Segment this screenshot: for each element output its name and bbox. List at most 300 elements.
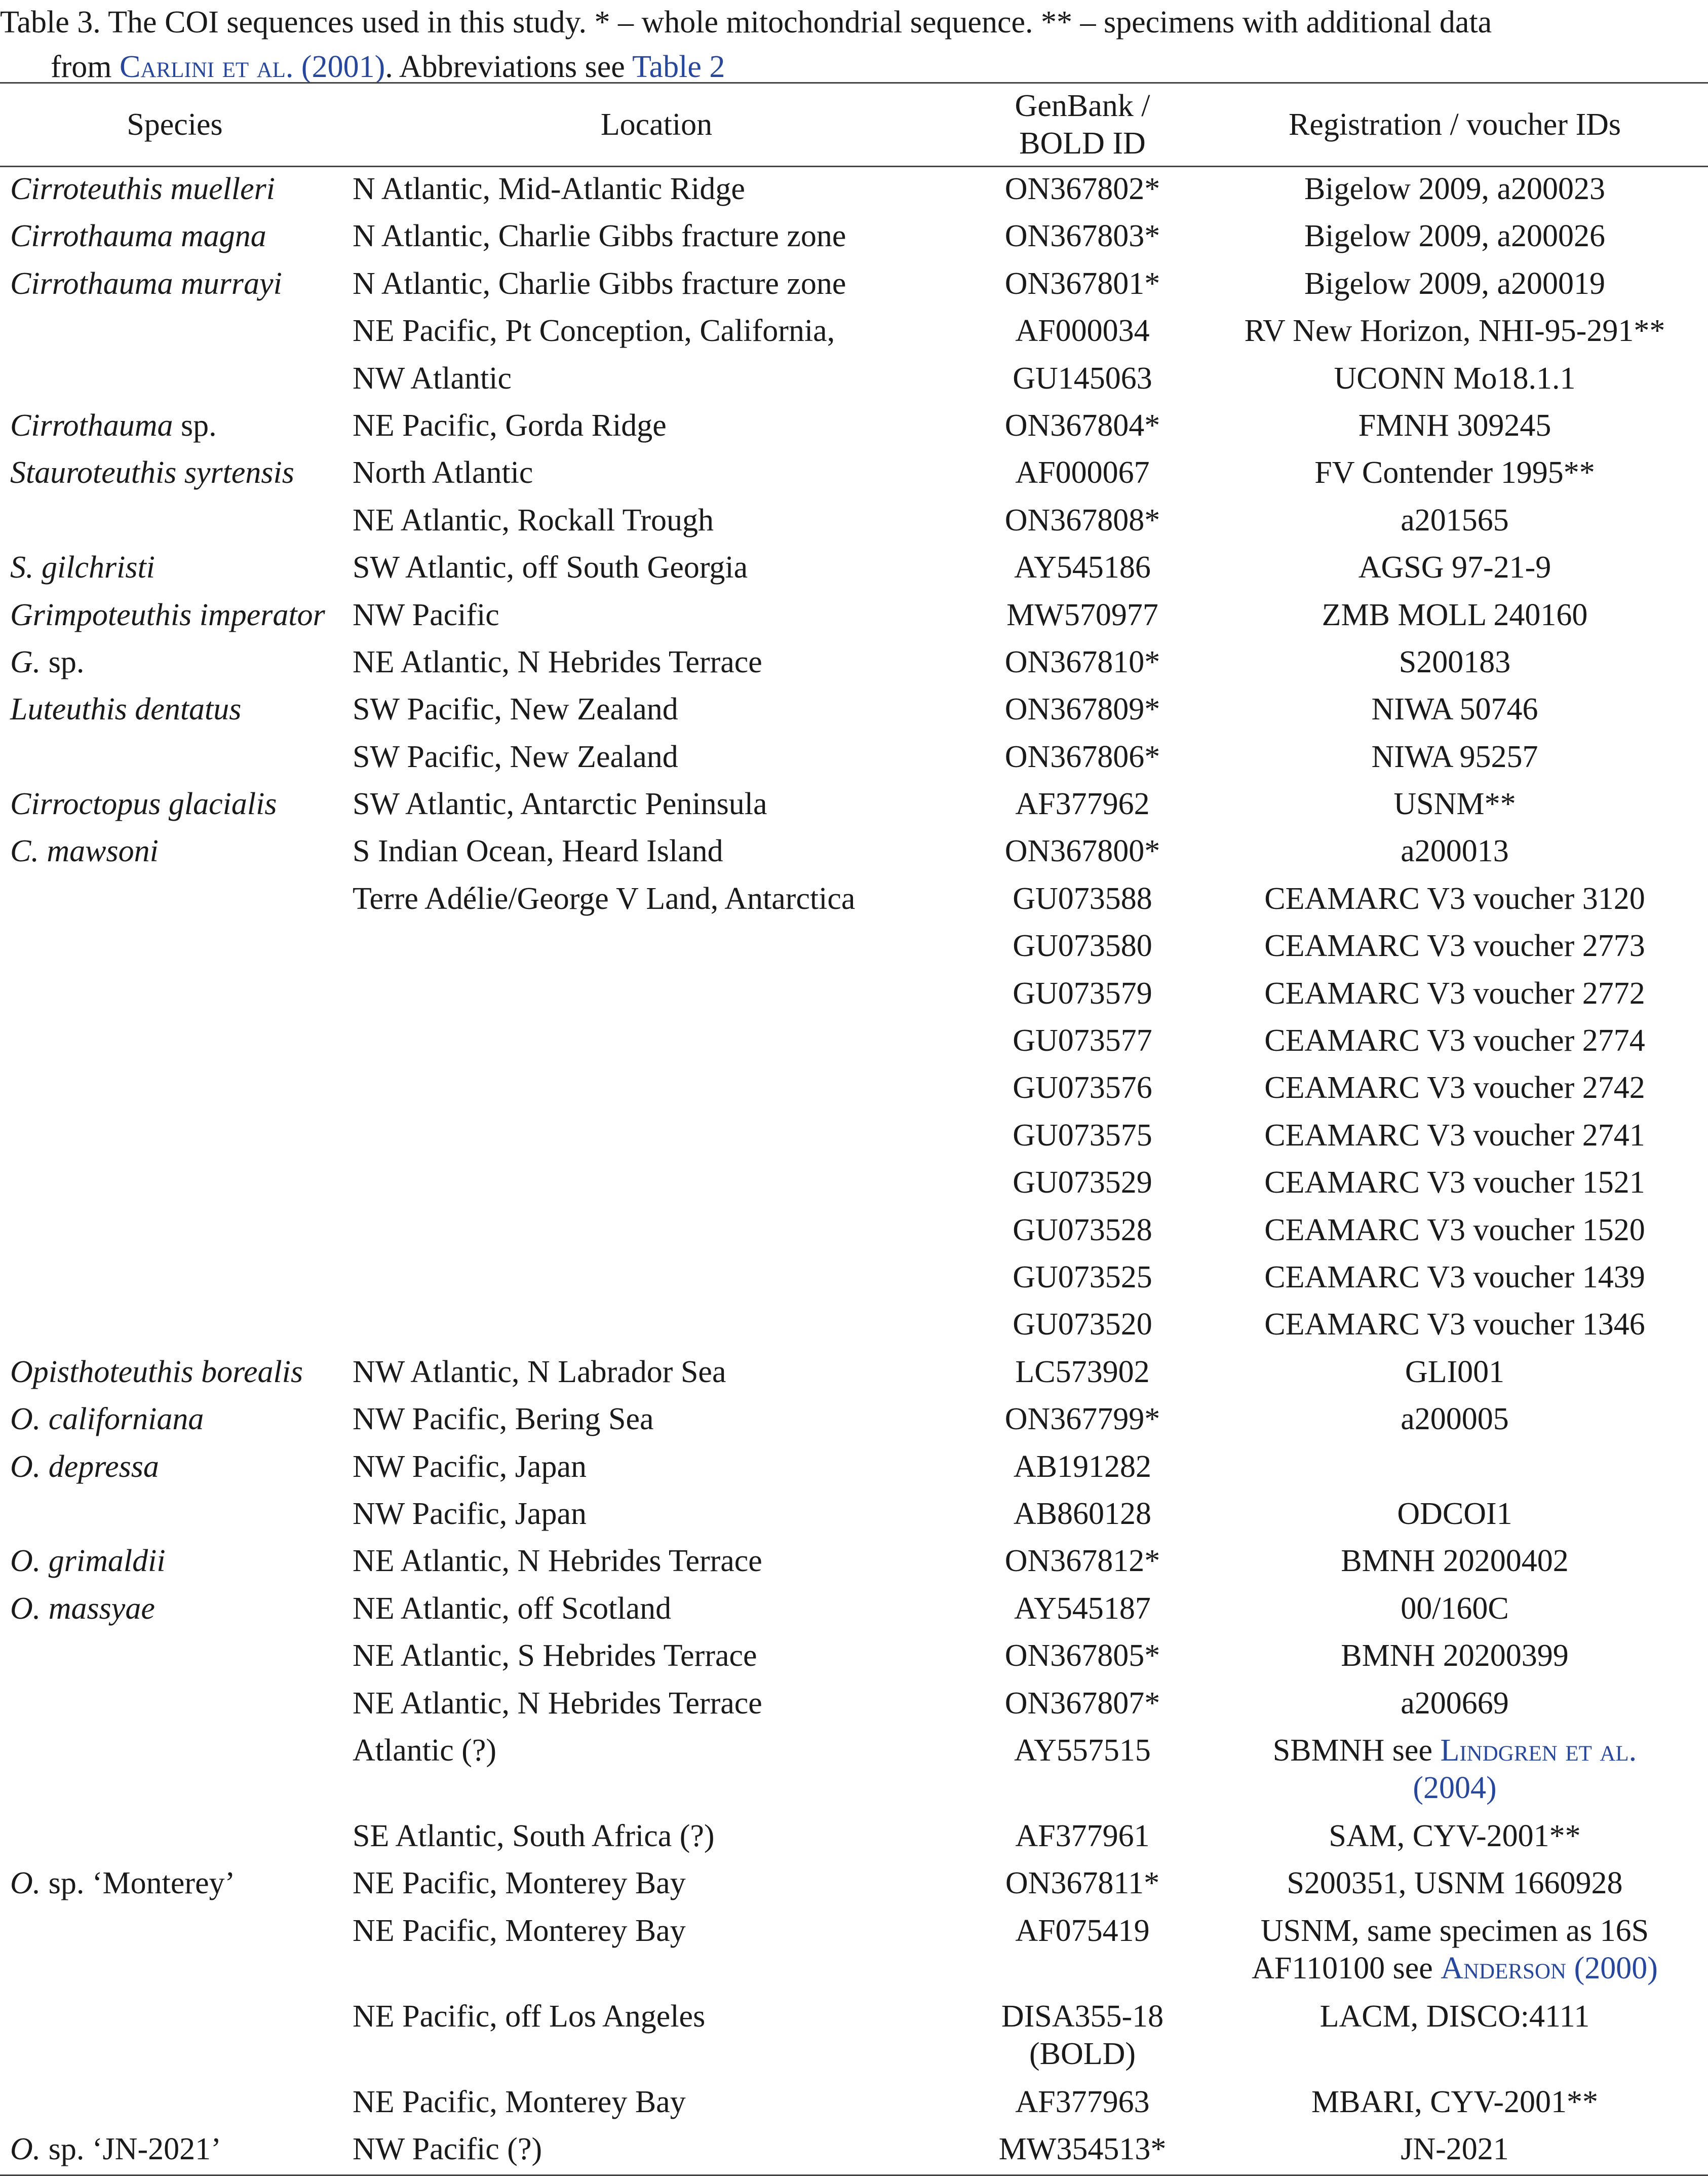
species-cell: [0, 972, 350, 1019]
species-cell: [0, 924, 350, 971]
registration-cell: [1201, 1208, 1708, 1255]
genbank-id-cell: [963, 404, 1201, 451]
genbank-id: GU073575: [1013, 1118, 1152, 1153]
genbank-id-cell: [963, 1350, 1201, 1397]
species-cell: [0, 1397, 350, 1444]
table-row: [0, 1350, 1708, 1397]
registration-text: a201565: [1401, 503, 1509, 538]
table-row: [0, 688, 1708, 735]
location-cell: SW Pacific, New Zealand: [353, 739, 678, 774]
registration-text-line2: AF110100 see: [1252, 1951, 1441, 1986]
table-row: [0, 593, 1708, 640]
table-row: [0, 1587, 1708, 1634]
genbank-id: GU073529: [1013, 1165, 1152, 1200]
genbank-id-cell: [963, 357, 1201, 404]
registration-text: a200005: [1401, 1402, 1509, 1437]
registration-text: LACM, DISCO:4111: [1319, 1999, 1590, 2034]
registration-text: USNM**: [1393, 787, 1516, 822]
genbank-id-cell: [963, 640, 1201, 688]
registration-text: CEAMARC V3 voucher 2773: [1264, 929, 1645, 964]
species-cell: [0, 1909, 350, 1995]
caption-line-1: Table 3. The COI sequences used in this study. * – whole mitochondrial sequence. ** – specimens with additional data: [0, 5, 1492, 40]
registration-text: ZMB MOLL 240160: [1322, 597, 1588, 632]
genbank-id-cell: [963, 167, 1201, 215]
location-cell: N Atlantic, Charlie Gibbs fracture zone: [353, 266, 846, 301]
genbank-id: ON367806*: [1004, 739, 1160, 774]
genbank-id: ON367812*: [1004, 1544, 1160, 1579]
genbank-id: AB860128: [1013, 1496, 1152, 1531]
registration-cell: [1201, 1861, 1708, 1908]
registration-text: CEAMARC V3 voucher 1521: [1264, 1165, 1645, 1200]
registration-text: a200013: [1401, 834, 1509, 869]
registration-text: Bigelow 2009, a200023: [1304, 172, 1606, 206]
species-name: S. gilchristi: [10, 550, 155, 585]
species-cell: [0, 782, 350, 829]
location-cell: [350, 1066, 963, 1113]
table-row: [0, 924, 1708, 971]
table-row: [0, 1114, 1708, 1161]
genbank-id: ON367801*: [1004, 266, 1160, 301]
table-row: [0, 877, 1708, 924]
species-cell: [0, 1255, 350, 1303]
registration-cell: [1201, 2127, 1708, 2175]
registration-text: CEAMARC V3 voucher 1346: [1264, 1307, 1645, 1342]
registration-cell: [1201, 1909, 1708, 1995]
table-row: [0, 1208, 1708, 1255]
species-cell: [0, 214, 350, 261]
location-cell: [350, 1161, 963, 1208]
registration-cell: [1201, 1303, 1708, 1350]
table-row: [0, 640, 1708, 688]
species-cell: [0, 499, 350, 546]
registration-text: CEAMARC V3 voucher 3120: [1264, 881, 1645, 916]
genbank-id-cell: [963, 1019, 1201, 1066]
species-cell: [0, 1303, 350, 1350]
location-cell: [350, 924, 963, 971]
location-cell: NW Atlantic: [353, 361, 512, 396]
registration-text: a200669: [1401, 1686, 1509, 1721]
species-suffix: sp. ‘JN-2021’: [41, 2132, 221, 2167]
table-row: [0, 1445, 1708, 1492]
species-cell: [0, 546, 350, 593]
species-cell: [0, 1208, 350, 1255]
registration-cell: [1201, 499, 1708, 546]
species-cell: [0, 1634, 350, 1681]
genbank-id-cell: [963, 735, 1201, 782]
registration-cell: [1201, 1492, 1708, 1539]
registration-text: SAM, CYV-2001**: [1329, 1818, 1581, 1853]
species-cell: [0, 877, 350, 924]
species-name: Cirroteuthis muelleri: [10, 172, 275, 206]
species-name: O. depressa: [10, 1449, 159, 1484]
genbank-id-cell: [963, 924, 1201, 971]
species-cell: [0, 1066, 350, 1113]
table-2-link[interactable]: Table 2: [632, 50, 725, 84]
genbank-id-cell: [963, 546, 1201, 593]
table-row: [0, 1634, 1708, 1681]
registration-cell: [1201, 1995, 1708, 2080]
registration-text: Bigelow 2009, a200026: [1304, 219, 1606, 254]
location-cell: NE Atlantic, Rockall Trough: [353, 503, 714, 538]
header-row: [0, 83, 1708, 167]
genbank-id-cell: [963, 214, 1201, 261]
table-row: [0, 1303, 1708, 1350]
registration-text: CEAMARC V3 voucher 2741: [1264, 1118, 1645, 1153]
location-cell: [350, 1114, 963, 1161]
registration-cell: [1201, 1539, 1708, 1586]
registration-cell: [1201, 1350, 1708, 1397]
genbank-id-cell: [963, 1255, 1201, 1303]
location-cell: NE Atlantic, N Hebrides Terrace: [353, 1544, 762, 1579]
species-name: O.: [10, 1866, 41, 1901]
table-row: [0, 1729, 1708, 1814]
genbank-id-line2: (BOLD): [1029, 2036, 1136, 2071]
registration-cell: [1201, 546, 1708, 593]
genbank-id: AF000067: [1015, 455, 1150, 490]
species-cell: [0, 2080, 350, 2127]
species-name: Cirrothauma murrayi: [10, 266, 282, 301]
location-cell: NW Pacific (?): [350, 2127, 963, 2175]
reference-link[interactable]: Anderson (2000): [1441, 1951, 1658, 1986]
genbank-id: DISA355-18: [1001, 1999, 1164, 2034]
species-name: O.: [10, 2132, 41, 2167]
registration-cell: [1201, 1019, 1708, 1066]
location-cell: NE Atlantic, off Scotland: [353, 1591, 672, 1626]
genbank-id: GU073528: [1013, 1212, 1152, 1247]
header-genbank-bold-id: [963, 83, 1201, 167]
genbank-id: AF000034: [1015, 314, 1150, 349]
location-cell: NE Atlantic, S Hebrides Terrace: [353, 1638, 757, 1673]
genbank-id: GU073577: [1013, 1023, 1152, 1058]
genbank-id: AY557515: [1014, 1733, 1151, 1768]
registration-text: CEAMARC V3 voucher 2772: [1264, 976, 1645, 1011]
genbank-id: AF075419: [1015, 1913, 1150, 1948]
registration-cell: [1201, 972, 1708, 1019]
registration-text: CEAMARC V3 voucher 1520: [1264, 1212, 1645, 1247]
registration-text: BMNH 20200402: [1341, 1544, 1569, 1579]
genbank-id: GU073525: [1013, 1259, 1152, 1294]
registration-cell: [1201, 1066, 1708, 1113]
genbank-id-cell: [963, 1397, 1201, 1444]
genbank-id: ON367810*: [1004, 644, 1160, 679]
registration-text: CEAMARC V3 voucher 2742: [1264, 1071, 1645, 1105]
species-cell: [0, 167, 350, 215]
registration-text: RV New Horizon, NHI-95-291**: [1244, 314, 1665, 349]
location-cell: NW Pacific, Japan: [353, 1449, 587, 1484]
table-row: [0, 1397, 1708, 1444]
genbank-id-cell: [963, 593, 1201, 640]
registration-text: MBARI, CYV-2001**: [1311, 2084, 1599, 2119]
location-cell: Terre Adélie/George V Land, Antarctica: [353, 881, 856, 916]
table-row: [0, 735, 1708, 782]
registration-text: S200351, USNM 1660928: [1287, 1866, 1623, 1901]
genbank-id: GU073579: [1013, 976, 1152, 1011]
genbank-id-cell: [963, 877, 1201, 924]
table-caption: [0, 0, 1708, 89]
registration-cell: [1201, 309, 1708, 356]
registration-cell: [1201, 1814, 1708, 1861]
table-row: [0, 1066, 1708, 1113]
species-cell: [0, 309, 350, 356]
genbank-id-cell: [963, 1539, 1201, 1586]
species-cell: [0, 1445, 350, 1492]
table-row: [0, 972, 1708, 1019]
registration-cell: [1201, 924, 1708, 971]
table-row: [0, 309, 1708, 356]
species-name: O. grimaldii: [10, 1544, 166, 1579]
table-row: [0, 214, 1708, 261]
species-cell: [0, 1995, 350, 2080]
genbank-id: ON367799*: [1004, 1402, 1160, 1437]
species-cell: [0, 1814, 350, 1861]
header-registration: Registration / voucher IDs: [1201, 83, 1708, 167]
table-row: [0, 829, 1708, 876]
carlini-reference-link[interactable]: Carlini et al. (2001): [120, 50, 385, 84]
location-cell: Atlantic (?): [353, 1733, 497, 1768]
genbank-id: GU073576: [1013, 1071, 1152, 1105]
genbank-id: ON367800*: [1004, 834, 1160, 869]
table-header: [0, 83, 1708, 167]
location-cell: NW Pacific, Japan: [353, 1496, 587, 1531]
location-cell: NE Atlantic, N Hebrides Terrace: [353, 644, 762, 679]
table-row: [0, 1161, 1708, 1208]
table-row: [0, 167, 1708, 215]
genbank-id: AF377962: [1015, 787, 1150, 822]
location-cell: NE Pacific, Pt Conception, California,: [353, 314, 835, 349]
location-cell: NW Atlantic, N Labrador Sea: [353, 1354, 726, 1389]
genbank-id: ON367811*: [1005, 1866, 1160, 1901]
reference-link[interactable]: (2004): [1413, 1770, 1497, 1805]
genbank-id-cell: [963, 1861, 1201, 1908]
genbank-id: GU073520: [1013, 1307, 1152, 1342]
registration-cell: [1201, 404, 1708, 451]
species-cell: [0, 1492, 350, 1539]
table-row: [0, 262, 1708, 309]
registration-cell: [1201, 1587, 1708, 1634]
registration-cell: [1201, 1255, 1708, 1303]
genbank-id-cell: [963, 1909, 1201, 1995]
species-cell: [0, 357, 350, 404]
location-cell: SW Atlantic, Antarctic Peninsula: [353, 787, 767, 822]
caption-text: . Abbreviations see: [385, 50, 633, 84]
registration-text: UCONN Mo18.1.1: [1334, 361, 1576, 396]
species-cell: [0, 1682, 350, 1729]
location-cell: N Atlantic, Charlie Gibbs fracture zone: [353, 219, 846, 254]
genbank-id-cell: [963, 1682, 1201, 1729]
registration-cell: [1201, 735, 1708, 782]
species-cell: [0, 640, 350, 688]
genbank-id-cell: [963, 309, 1201, 356]
caption-text: from: [51, 50, 120, 84]
species-name: O. californiana: [10, 1402, 204, 1437]
registration-text: FMNH 309245: [1358, 408, 1551, 443]
genbank-id-cell: [963, 972, 1201, 1019]
registration-cell: [1201, 782, 1708, 829]
species-name: Opisthoteuthis borealis: [10, 1354, 303, 1389]
location-cell: [350, 1255, 963, 1303]
species-cell: [0, 1350, 350, 1397]
species-cell: [0, 829, 350, 876]
location-cell: SW Atlantic, off South Georgia: [353, 550, 748, 585]
registration-text: JN-2021: [1401, 2132, 1509, 2167]
registration-text: 00/160C: [1401, 1591, 1509, 1626]
header-genbank-line1: GenBank /: [1015, 89, 1150, 123]
registration-cell: [1201, 593, 1708, 640]
genbank-id: ON367802*: [1004, 172, 1160, 206]
registration-text: GLI001: [1405, 1354, 1505, 1389]
location-cell: NE Pacific, Monterey Bay: [353, 1913, 686, 1948]
genbank-id: AY545187: [1014, 1591, 1151, 1626]
location-cell: SE Atlantic, South Africa (?): [353, 1818, 715, 1853]
genbank-id-cell: [963, 1587, 1201, 1634]
registration-cell: [1201, 1634, 1708, 1681]
genbank-id-cell: [963, 1492, 1201, 1539]
genbank-id: ON367805*: [1004, 1638, 1160, 1673]
genbank-id: ON367804*: [1004, 408, 1160, 443]
table-row: [0, 1682, 1708, 1729]
location-cell: N Atlantic, Mid-Atlantic Ridge: [353, 172, 745, 206]
registration-text: CEAMARC V3 voucher 2774: [1264, 1023, 1645, 1058]
genbank-id: AY545186: [1014, 550, 1151, 585]
registration-cell: [1201, 829, 1708, 876]
table-row: [0, 499, 1708, 546]
genbank-id: AF377961: [1015, 1818, 1150, 1853]
species-cell: [0, 593, 350, 640]
genbank-id: ON367808*: [1004, 503, 1160, 538]
location-cell: [350, 1208, 963, 1255]
registration-cell: [1201, 1114, 1708, 1161]
registration-cell: [1201, 1161, 1708, 1208]
genbank-id: AF377963: [1015, 2084, 1150, 2119]
registration-cell: [1201, 451, 1708, 498]
registration-text: USNM, same specimen as 16S: [1260, 1913, 1649, 1948]
location-cell: S Indian Ocean, Heard Island: [353, 834, 723, 869]
registration-text: S200183: [1399, 644, 1511, 679]
location-cell: NW Pacific, Bering Sea: [353, 1402, 654, 1437]
registration-text: CEAMARC V3 voucher 1439: [1264, 1259, 1645, 1294]
location-cell: [350, 1019, 963, 1066]
species-name: C. mawsoni: [10, 834, 159, 869]
location-cell: SW Pacific, New Zealand: [353, 692, 678, 727]
species-cell: [0, 1729, 350, 1814]
genbank-id-cell: [963, 2080, 1201, 2127]
species-cell: [0, 404, 350, 451]
registration-text: ODCOI1: [1397, 1496, 1512, 1531]
table-row: [0, 404, 1708, 451]
table-row: [0, 1539, 1708, 1586]
genbank-id-cell: [963, 262, 1201, 309]
registration-text: AGSG 97-21-9: [1358, 550, 1551, 585]
genbank-id: LC573902: [1015, 1354, 1150, 1389]
species-name: Cirrothauma magna: [10, 219, 266, 254]
table-row: [0, 2080, 1708, 2127]
registration-cell: [1201, 1729, 1708, 1814]
registration-cell: [1201, 877, 1708, 924]
registration-cell: [1201, 1445, 1708, 1492]
registration-cell: [1201, 357, 1708, 404]
species-cell: [0, 688, 350, 735]
location-cell: NE Pacific, Gorda Ridge: [353, 408, 667, 443]
species-name: Stauroteuthis syrtensis: [10, 455, 294, 490]
species-name: O. massyae: [10, 1591, 155, 1626]
genbank-id-cell: [963, 782, 1201, 829]
genbank-id-cell: [963, 1161, 1201, 1208]
header-location: Location: [350, 83, 963, 167]
species-name: G.: [10, 644, 41, 679]
registration-cell: [1201, 640, 1708, 688]
location-cell: NE Pacific, Monterey Bay: [353, 1866, 686, 1901]
registration-text: NIWA 95257: [1371, 739, 1538, 774]
reference-link[interactable]: Lindgren et al.: [1440, 1733, 1637, 1768]
table-row: [0, 1861, 1708, 1908]
registration-text: NIWA 50746: [1371, 692, 1538, 727]
registration-cell: [1201, 262, 1708, 309]
registration-cell: [1201, 214, 1708, 261]
genbank-id: GU073588: [1013, 881, 1152, 916]
registration-text: SBMNH see: [1272, 1733, 1441, 1768]
registration-cell: [1201, 167, 1708, 215]
genbank-id-cell: [963, 688, 1201, 735]
table-row: [0, 357, 1708, 404]
table-row: [0, 1909, 1708, 1995]
registration-cell: [1201, 2080, 1708, 2127]
genbank-id: AB191282: [1013, 1449, 1152, 1484]
genbank-id: GU073580: [1013, 929, 1152, 964]
table-row: [0, 1814, 1708, 1861]
species-suffix: sp.: [173, 408, 217, 443]
species-cell: [0, 1019, 350, 1066]
table-row: [0, 1995, 1708, 2080]
species-suffix: sp.: [41, 644, 85, 679]
species-suffix: sp. ‘Monterey’: [41, 1866, 236, 1901]
header-species: Species: [0, 83, 350, 167]
table-row: [0, 546, 1708, 593]
genbank-id-cell: [963, 451, 1201, 498]
genbank-id-cell: [963, 1995, 1201, 2080]
genbank-id: GU145063: [1013, 361, 1152, 396]
location-cell: NE Atlantic, N Hebrides Terrace: [353, 1686, 762, 1721]
table-body: [0, 167, 1708, 2175]
location-cell: NE Pacific, off Los Angeles: [353, 1999, 706, 2034]
species-cell: [0, 735, 350, 782]
species-cell: [0, 1861, 350, 1908]
species-cell: [0, 1587, 350, 1634]
genbank-id-cell: [963, 499, 1201, 546]
registration-cell: [1201, 1682, 1708, 1729]
registration-cell: [1201, 688, 1708, 735]
genbank-id-cell: [963, 1114, 1201, 1161]
genbank-id: ON367807*: [1004, 1686, 1160, 1721]
genbank-id: ON367803*: [1004, 219, 1160, 254]
species-cell: [0, 262, 350, 309]
location-cell: North Atlantic: [353, 455, 533, 490]
genbank-id: MW354513*: [998, 2132, 1167, 2167]
genbank-id: ON367809*: [1004, 692, 1160, 727]
genbank-id-cell: [963, 1066, 1201, 1113]
location-cell: NE Pacific, Monterey Bay: [353, 2084, 686, 2119]
header-genbank-line2: BOLD ID: [1019, 126, 1146, 161]
genbank-id-cell: [963, 1303, 1201, 1350]
table-row: [0, 451, 1708, 498]
location-cell: NW Pacific: [353, 597, 499, 632]
genbank-id-cell: [963, 1729, 1201, 1814]
table-row: [0, 2127, 1708, 2175]
genbank-id-cell: [963, 1208, 1201, 1255]
genbank-id-cell: [963, 1634, 1201, 1681]
species-name: Luteuthis dentatus: [10, 692, 242, 727]
species-cell: [0, 1114, 350, 1161]
table-row: [0, 1255, 1708, 1303]
